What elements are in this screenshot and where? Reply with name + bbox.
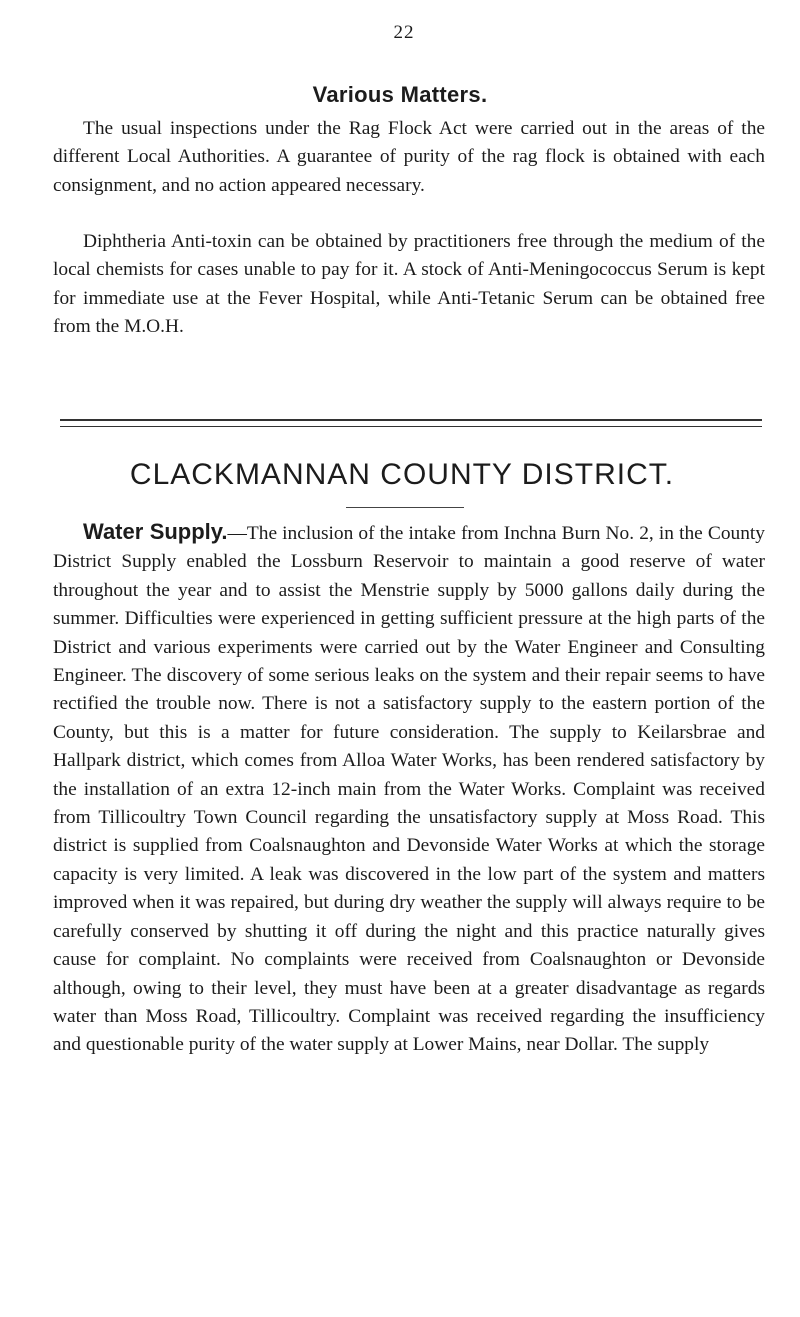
district-heading: CLACKMANNAN COUNTY DISTRICT. xyxy=(129,458,675,491)
section-heading: Various Matters. xyxy=(312,82,488,107)
water-supply-heading: Water Supply. xyxy=(83,519,228,544)
page-number: 22 xyxy=(393,22,415,43)
paragraph-water-supply xyxy=(53,518,765,1060)
paragraph-antitoxin: Diphtheria Anti-toxin can be obtained by practitioners free through the medium of the local chemists for cases unable to pay for it. A stock of Anti-Meningococcus Serum is kept for immediate use at the Fever Hospital, while Anti-Tetanic Serum can be obtained free from the M.O.H. xyxy=(53,231,765,338)
section-divider xyxy=(60,419,762,427)
water-supply-text: —The inclusion of the intake from Inchna Burn No. 2, in the County District Supply enabled the Lossburn Reservoir to maintain a good reserve of water throughout the year and to assist the Menstrie supply by 5000 gallons daily during the summer. Difficulties were experienced in getting sufficient pressure at the high parts of the District and various experiments were carried out by the Water Engineer and Consulting Engineer. The discovery of some serious leaks on the system and their repair seems to have rectified the trouble now. There is not a satisfactory supply to the eastern portion of the County, but this is a matter for future consideration. The supply to Keilarsbrae and Hallpark district, which comes from Alloa Water Works, has been rendered satisfactory by the installation of an extra 12-inch main from the Water Works. Complaint was received from Tillicoultry Town Council regarding the unsatisfactory supply at Moss Road. This district is supplied from Coalsnaughton and Devonside Water Works at which the storage capacity is very limited. A leak was discovered in the low part of the system and matters improved when it was repaired, but during dry weather the supply will always require to be carefully conserved by shutting it off during the night and this practice naturally gives cause for complaint. No complaints were received from Coalsnaughton or Devonside although, owing to their level, they must have been at a greater disadvantage as regards water than Moss Road, Tillicoultry. Complaint was received regarding the insufficiency and questionable purity of the water supply at Lower Mains, near Dollar. The supply xyxy=(53,523,765,1056)
heading-underline xyxy=(346,507,464,508)
paragraph-rag-flock: The usual inspections under the Rag Flock Act were carried out in the areas of the different Local Authorities. A guarantee of purity of the rag flock is obtained with each consignment, and no action appeared necessary. xyxy=(53,118,765,196)
